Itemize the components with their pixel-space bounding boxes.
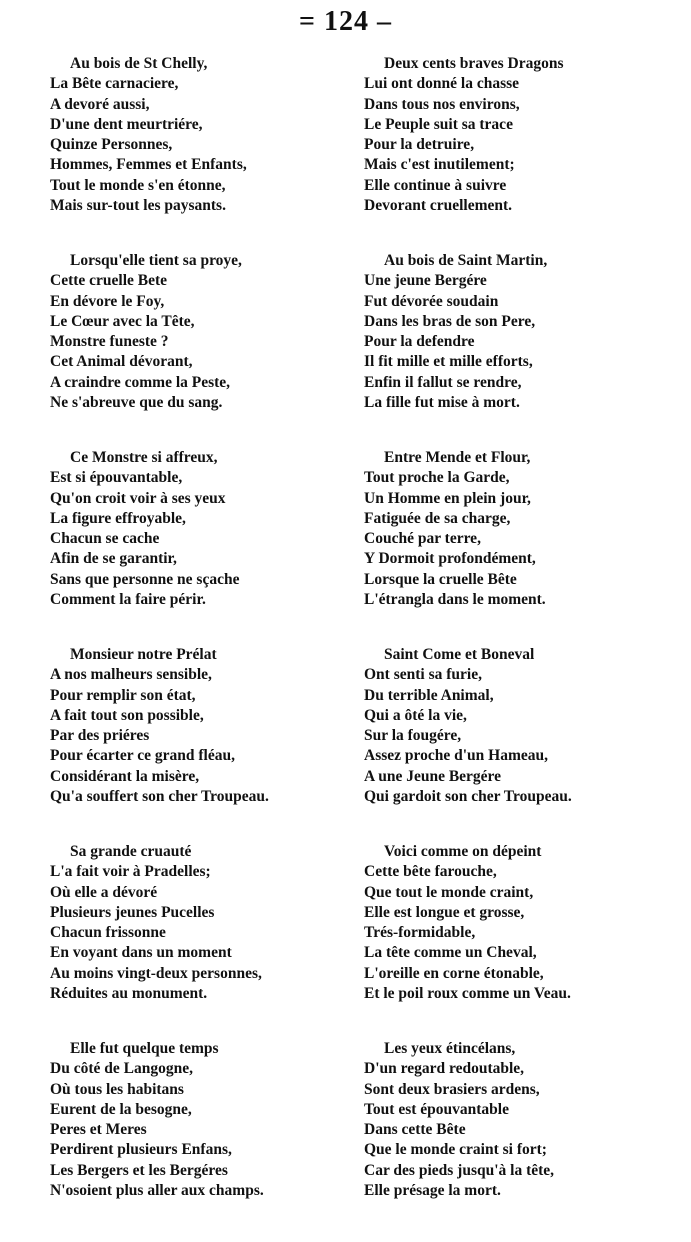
verse-line: Perdirent plusieurs Enfans, [50, 1141, 232, 1159]
verse-line: Qu'a souffert son cher Troupeau. [50, 788, 269, 806]
verse-line: Ne s'abreuve que du sang. [50, 394, 223, 412]
verse-line: A nos malheurs sensible, [50, 666, 212, 684]
verse-line: Le Peuple suit sa trace [364, 115, 513, 133]
verse-line: Mais sur-tout les paysants. [50, 197, 226, 215]
verse-line: A craindre comme la Peste, [50, 373, 231, 391]
verse-line: Sa grande cruauté [70, 843, 192, 860]
verse-line: Dans cette Bête [364, 1121, 466, 1139]
verse-line: La fille fut mise à mort. [364, 394, 520, 412]
verse-line: Elle continue à suivre [364, 176, 507, 194]
verse-line: Dans tous nos environs, [364, 95, 520, 113]
verse-line: Trés-formidable, [364, 924, 476, 942]
verse-line: Que le monde craint si fort; [364, 1141, 547, 1159]
verse-line: Les yeux étincélans, [384, 1040, 516, 1057]
verse-line: Peres et Meres [50, 1121, 147, 1139]
verse-line: L'étrangla dans le moment. [364, 591, 546, 609]
verse-line: Monstre funeste ? [50, 333, 169, 351]
verse-line: A une Jeune Bergére [364, 767, 502, 785]
verse-line: Afin de se garantir, [50, 550, 177, 568]
verse-line: Elle fut quelque temps [70, 1040, 219, 1057]
verse-line: Lorsqu'elle tient sa proye, [70, 252, 242, 269]
verse-line: Où tous les habitans [50, 1080, 184, 1098]
verse-line: En dévore le Foy, [50, 292, 165, 310]
verse-line: Saint Come et Boneval [384, 646, 535, 663]
verse-line: Les Bergers et les Bergéres [50, 1161, 228, 1179]
verse-line: Chacun se cache [50, 530, 160, 548]
verse-line: Y Dormoit profondément, [364, 550, 536, 568]
verse-line: Assez proche d'un Hameau, [364, 747, 549, 765]
verse-line: Tout est épouvantable [364, 1100, 509, 1118]
verse-line: Enfin il fallut se rendre, [364, 373, 522, 391]
stanza [364, 1039, 664, 1236]
verse-line: D'une dent meurtriére, [50, 115, 203, 133]
verse-line: D'un regard redoutable, [364, 1060, 525, 1078]
verse-line: Du terrible Animal, [364, 686, 494, 704]
verse-line: Tout proche la Garde, [364, 469, 510, 487]
verse-line: Tout le monde s'en étonne, [50, 176, 226, 194]
verse-line: Cette bête farouche, [364, 863, 497, 881]
right-column [364, 54, 664, 1236]
verse-line: Ce Monstre si affreux, [70, 449, 218, 466]
verse-line: Pour remplir son état, [50, 686, 196, 704]
verse-line: Cette cruelle Bete [50, 272, 168, 290]
verse-line: Fatiguée de sa charge, [364, 509, 511, 527]
verse-line: Au moins vingt-deux personnes, [50, 964, 262, 982]
verse-line: Mais c'est inutilement; [364, 156, 515, 174]
verse-line: Hommes, Femmes et Enfants, [50, 156, 247, 174]
verse-line: N'osoient plus aller aux champs. [50, 1182, 264, 1200]
verse-line: Car des pieds jusqu'à la tête, [364, 1161, 555, 1179]
verse-line: Pour écarter ce grand fléau, [50, 747, 235, 765]
verse-line: Réduites au monument. [50, 985, 208, 1003]
verse-line: Une jeune Bergére [364, 272, 487, 290]
verse-line: Lui ont donné la chasse [364, 75, 520, 93]
verse-line: Le Cœur avec la Tête, [50, 312, 195, 330]
verse-line: Sans que personne ne sçache [50, 570, 240, 588]
verse-line: Ont senti sa furie, [364, 666, 482, 684]
verse-line: Et le poil roux comme un Veau. [364, 985, 571, 1003]
verse-line: Par des priéres [50, 727, 150, 745]
verse-line: Un Homme en plein jour, [364, 489, 531, 507]
verse-line: Chacun frissonne [50, 924, 166, 942]
stanza [50, 54, 360, 251]
verse-line: Cet Animal dévorant, [50, 353, 193, 371]
stanza [50, 645, 360, 842]
verse-line: Lorsque la cruelle Bête [364, 570, 517, 588]
stanza [50, 1039, 360, 1236]
stanza [50, 251, 360, 448]
verse-line: L'a fait voir à Pradelles; [50, 863, 211, 881]
verse-line: Sur la fougére, [364, 727, 462, 745]
stanza [50, 448, 360, 645]
stanza [364, 251, 664, 448]
stanza [364, 645, 664, 842]
verse-line: Qui gardoit son cher Troupeau. [364, 788, 572, 806]
page-number: = 124 – [299, 6, 392, 37]
verse-line: Du côté de Langogne, [50, 1060, 193, 1078]
verse-line: Voici comme on dépeint [384, 843, 542, 860]
verse-line: Qui a ôté la vie, [364, 706, 467, 724]
verse-line: Deux cents braves Dragons [384, 55, 564, 72]
verse-line: La Bête carnaciere, [50, 75, 179, 93]
stanza [364, 448, 664, 645]
verse-line: Devorant cruellement. [364, 197, 513, 215]
verse-line: La tête comme un Cheval, [364, 944, 537, 962]
verse-line: Monsieur notre Prélat [70, 646, 217, 663]
verse-line: Entre Mende et Flour, [384, 449, 531, 466]
verse-line: Dans les bras de son Pere, [364, 312, 536, 330]
verse-line: Elle est longue et grosse, [364, 903, 525, 921]
verse-line: Eurent de la besogne, [50, 1100, 192, 1118]
verse-line: Comment la faire périr. [50, 591, 206, 609]
verse-line: Sont deux brasiers ardens, [364, 1080, 540, 1098]
verse-line: Pour la detruire, [364, 136, 475, 154]
verse-line: Plusieurs jeunes Pucelles [50, 903, 215, 921]
verse-line: Au bois de St Chelly, [70, 55, 208, 72]
verse-line: L'oreille en corne étonable, [364, 964, 544, 982]
verse-line: En voyant dans un moment [50, 944, 232, 962]
verse-line: Où elle a dévoré [50, 883, 158, 901]
left-column [50, 54, 360, 1236]
stanza [50, 842, 360, 1039]
verse-line: Considérant la misère, [50, 767, 200, 785]
verse-line: Quinze Personnes, [50, 136, 173, 154]
verse-line: A fait tout son possible, [50, 706, 204, 724]
verse-line: Que tout le monde craint, [364, 883, 534, 901]
verse-line: La figure effroyable, [50, 509, 186, 527]
verse-line: A devoré aussi, [50, 95, 150, 113]
verse-line: Est si épouvantable, [50, 469, 183, 487]
stanza [364, 842, 664, 1039]
verse-line: Couché par terre, [364, 530, 481, 548]
verse-line: Il fit mille et mille efforts, [364, 353, 533, 371]
verse-line: Fut dévorée soudain [364, 292, 499, 310]
stanza [364, 54, 664, 251]
verse-line: Pour la defendre [364, 333, 475, 351]
verse-line: Elle présage la mort. [364, 1182, 501, 1200]
verse-line: Au bois de Saint Martin, [384, 252, 548, 269]
verse-line: Qu'on croit voir à ses yeux [50, 489, 226, 507]
